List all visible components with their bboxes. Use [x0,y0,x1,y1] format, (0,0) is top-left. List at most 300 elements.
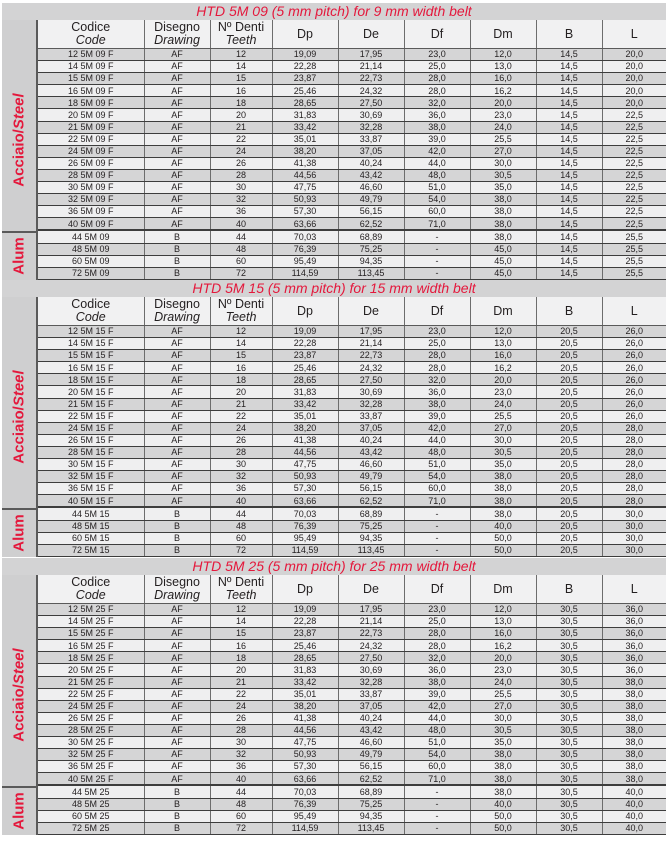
cell-l: 36,0 [602,628,666,640]
cell-teeth: 36 [210,761,272,773]
cell-teeth: 16 [210,640,272,652]
cell-de: 113,45 [338,822,404,834]
cell-teeth: 40 [210,773,272,786]
col-header-code: Codice Code [38,20,144,49]
cell-code: 72 5M 09 [38,267,144,279]
cell-teeth: 32 [210,194,272,206]
cell-dm: 23,0 [470,109,536,121]
cell-l: 26,0 [602,338,666,350]
cell-teeth: 22 [210,688,272,700]
cell-dm: 38,0 [470,206,536,218]
cell-df: 54,0 [404,749,470,761]
cell-drawing: AF [144,483,210,495]
cell-code: 40 5M 25 F [38,773,144,786]
steel-table-row [38,49,666,61]
cell-df: 44,0 [404,712,470,724]
cell-l: 26,0 [602,362,666,374]
cell-drawing: AF [144,724,210,736]
alum-table-row [38,810,666,822]
cell-df: - [404,810,470,822]
cell-l: 25,5 [602,243,666,255]
cell-dm: 35,0 [470,459,536,471]
cell-b: 20,5 [536,471,602,483]
cell-teeth: 32 [210,749,272,761]
cell-dp: 63,66 [272,495,338,508]
cell-b: 14,5 [536,109,602,121]
cell-df: - [404,255,470,267]
cell-drawing: B [144,267,210,279]
cell-dp: 114,59 [272,544,338,556]
cell-code: 20 5M 15 F [38,386,144,398]
cell-l: 20,0 [602,61,666,73]
cell-teeth: 60 [210,810,272,822]
cell-de: 62,52 [338,495,404,508]
cell-dm: 50,0 [470,810,536,822]
cell-teeth: 18 [210,374,272,386]
cell-teeth: 22 [210,133,272,145]
cell-teeth: 44 [210,785,272,798]
cell-dm: 16,2 [470,85,536,97]
cell-b: 30,5 [536,737,602,749]
cell-dm: 45,0 [470,255,536,267]
table-grid [2,297,666,557]
cell-df: - [404,798,470,810]
col-header-dp: Dp [272,20,338,49]
cell-teeth: 18 [210,97,272,109]
cell-dp: 22,28 [272,338,338,350]
cell-df: 32,0 [404,374,470,386]
cell-drawing: AF [144,422,210,434]
steel-table-row [38,398,666,410]
cell-de: 49,79 [338,194,404,206]
cell-de: 113,45 [338,267,404,279]
cell-de: 68,89 [338,785,404,798]
cell-teeth: 48 [210,798,272,810]
cell-code: 32 5M 25 F [38,749,144,761]
cell-teeth: 28 [210,724,272,736]
cell-df: 44,0 [404,157,470,169]
cell-df: 71,0 [404,495,470,508]
cell-code: 72 5M 15 [38,544,144,556]
cell-dp: 31,83 [272,109,338,121]
cell-dm: 30,0 [470,712,536,724]
cell-code: 12 5M 25 F [38,604,144,616]
side-header-spacer [2,20,36,49]
cell-df: 44,0 [404,434,470,446]
cell-l: 26,0 [602,398,666,410]
cell-teeth: 28 [210,169,272,181]
cell-code: 16 5M 09 F [38,85,144,97]
cell-drawing: AF [144,61,210,73]
cell-dp: 44,56 [272,446,338,458]
cell-df: 28,0 [404,628,470,640]
alum-table-row [38,532,666,544]
cell-b: 14,5 [536,157,602,169]
cell-b: 14,5 [536,61,602,73]
cell-de: 33,87 [338,133,404,145]
cell-df: 48,0 [404,724,470,736]
cell-code: 60 5M 25 [38,810,144,822]
cell-dp: 76,39 [272,798,338,810]
steel-table-row [38,616,666,628]
cell-l: 28,0 [602,446,666,458]
cell-code: 20 5M 25 F [38,664,144,676]
cell-code: 15 5M 25 F [38,628,144,640]
alum-side-label-cell [2,786,36,835]
cell-l: 28,0 [602,471,666,483]
steel-label-english: Steel [10,647,28,684]
steel-table-row [38,640,666,652]
steel-table-row [38,495,666,508]
cell-drawing: AF [144,182,210,194]
cell-l: 25,5 [602,255,666,267]
steel-table-row [38,700,666,712]
col-header-drawing: Disegno Drawing [144,297,210,326]
alum-side-label-cell [2,231,36,280]
cell-l: 22,5 [602,169,666,181]
cell-dm: 25,5 [470,410,536,422]
cell-drawing: B [144,785,210,798]
steel-table-row [38,688,666,700]
cell-dm: 23,0 [470,664,536,676]
cell-df: - [404,785,470,798]
cell-de: 43,42 [338,169,404,181]
header-row [38,297,666,326]
pulley-table-block-1 [2,3,666,280]
cell-drawing: AF [144,206,210,218]
cell-teeth: 15 [210,350,272,362]
pulley-table [38,20,666,280]
cell-dp: 44,56 [272,724,338,736]
cell-dp: 76,39 [272,243,338,255]
cell-b: 20,5 [536,326,602,338]
cell-b: 20,5 [536,446,602,458]
cell-code: 14 5M 25 F [38,616,144,628]
cell-code: 28 5M 09 F [38,169,144,181]
cell-de: 27,50 [338,97,404,109]
cell-teeth: 40 [210,218,272,231]
alum-table-row [38,243,666,255]
cell-df: 42,0 [404,145,470,157]
cell-dp: 35,01 [272,688,338,700]
alum-side-label: Alum [10,237,28,276]
cell-dp: 47,75 [272,737,338,749]
cell-teeth: 26 [210,157,272,169]
cell-df: 32,0 [404,97,470,109]
cell-dm: 38,0 [470,471,536,483]
cell-drawing: AF [144,109,210,121]
cell-dp: 114,59 [272,267,338,279]
cell-b: 20,5 [536,398,602,410]
cell-l: 38,0 [602,773,666,786]
cell-dm: 13,0 [470,616,536,628]
cell-dm: 40,0 [470,798,536,810]
col-header-df: Df [404,297,470,326]
cell-df: 28,0 [404,362,470,374]
col-header-dm: Dm [470,297,536,326]
steel-side-label [11,93,28,186]
cell-teeth: 14 [210,338,272,350]
cell-dm: 16,0 [470,73,536,85]
cell-de: 21,14 [338,616,404,628]
cell-code: 16 5M 25 F [38,640,144,652]
cell-de: 49,79 [338,749,404,761]
cell-drawing: AF [144,652,210,664]
col-header-b: B [536,575,602,604]
cell-dm: 30,0 [470,157,536,169]
cell-teeth: 24 [210,700,272,712]
steel-table-row [38,737,666,749]
col-header-drawing: Disegno Drawing [144,575,210,604]
cell-code: 48 5M 15 [38,520,144,532]
alum-table-row [38,507,666,520]
cell-b: 20,5 [536,374,602,386]
cell-code: 18 5M 15 F [38,374,144,386]
cell-dp: 63,66 [272,218,338,231]
col-header-df: Df [404,20,470,49]
cell-code: 21 5M 25 F [38,676,144,688]
cell-dm: 16,2 [470,362,536,374]
cell-l: 38,0 [602,749,666,761]
cell-df: 36,0 [404,109,470,121]
cell-df: 36,0 [404,386,470,398]
cell-df: - [404,267,470,279]
cell-de: 24,32 [338,362,404,374]
cell-drawing: AF [144,97,210,109]
cell-l: 20,0 [602,49,666,61]
cell-df: 42,0 [404,422,470,434]
cell-code: 44 5M 15 [38,507,144,520]
cell-de: 37,05 [338,422,404,434]
cell-dm: 38,0 [470,773,536,786]
cell-teeth: 32 [210,471,272,483]
cell-l: 20,0 [602,85,666,97]
cell-drawing: AF [144,712,210,724]
cell-l: 30,0 [602,520,666,532]
cell-dp: 28,65 [272,652,338,664]
cell-dp: 25,46 [272,362,338,374]
cell-dp: 70,03 [272,785,338,798]
steel-table-row [38,374,666,386]
cell-de: 56,15 [338,483,404,495]
cell-code: 40 5M 09 F [38,218,144,231]
cell-drawing: AF [144,459,210,471]
col-header-teeth: Nº Denti Teeth [210,575,272,604]
alum-side-label: Alum [10,792,28,831]
cell-de: 62,52 [338,773,404,786]
cell-teeth: 28 [210,446,272,458]
steel-side-label-cell [2,604,36,786]
cell-code: 30 5M 25 F [38,737,144,749]
cell-dm: 30,5 [470,724,536,736]
cell-dm: 45,0 [470,243,536,255]
steel-table-row [38,350,666,362]
alum-table-row [38,230,666,243]
cell-df: - [404,230,470,243]
cell-dm: 20,0 [470,97,536,109]
cell-b: 20,5 [536,350,602,362]
steel-table-row [38,169,666,181]
cell-code: 30 5M 15 F [38,459,144,471]
steel-table-row [38,628,666,640]
cell-drawing: AF [144,398,210,410]
cell-l: 26,0 [602,350,666,362]
cell-df: 48,0 [404,446,470,458]
cell-b: 30,5 [536,798,602,810]
cell-de: 94,35 [338,810,404,822]
cell-l: 38,0 [602,761,666,773]
col-header-l: L [602,297,666,326]
cell-dm: 38,0 [470,230,536,243]
cell-drawing: AF [144,434,210,446]
cell-l: 20,0 [602,73,666,85]
cell-de: 56,15 [338,206,404,218]
cell-drawing: AF [144,157,210,169]
cell-dm: 50,0 [470,544,536,556]
cell-dp: 19,09 [272,604,338,616]
cell-code: 48 5M 25 [38,798,144,810]
cell-teeth: 40 [210,495,272,508]
cell-dp: 28,65 [272,374,338,386]
cell-dm: 13,0 [470,61,536,73]
steel-table-row [38,712,666,724]
steel-table-row [38,182,666,194]
steel-label-english: Steel [10,92,28,129]
cell-dp: 114,59 [272,822,338,834]
steel-side-label-cell [2,326,36,508]
cell-b: 20,5 [536,532,602,544]
cell-code: 15 5M 15 F [38,350,144,362]
cell-teeth: 12 [210,49,272,61]
steel-side-label-cell [2,49,36,231]
cell-df: 60,0 [404,761,470,773]
cell-b: 30,5 [536,628,602,640]
cell-dm: 13,0 [470,338,536,350]
cell-code: 72 5M 25 [38,822,144,834]
cell-dp: 47,75 [272,459,338,471]
alum-table-row [38,267,666,279]
cell-teeth: 72 [210,822,272,834]
cell-teeth: 30 [210,459,272,471]
cell-b: 30,5 [536,664,602,676]
cell-de: 94,35 [338,255,404,267]
cell-dm: 24,0 [470,676,536,688]
cell-drawing: AF [144,133,210,145]
steel-label-english: Steel [10,369,28,406]
cell-l: 36,0 [602,640,666,652]
cell-dm: 50,0 [470,822,536,834]
cell-dm: 12,0 [470,49,536,61]
cell-drawing: B [144,810,210,822]
cell-drawing: B [144,798,210,810]
cell-df: 51,0 [404,459,470,471]
cell-de: 40,24 [338,434,404,446]
cell-dp: 28,65 [272,97,338,109]
cell-drawing: AF [144,194,210,206]
cell-code: 36 5M 25 F [38,761,144,773]
alum-table-row [38,544,666,556]
cell-df: 25,0 [404,338,470,350]
cell-dm: 20,0 [470,652,536,664]
cell-drawing: AF [144,471,210,483]
cell-de: 24,32 [338,640,404,652]
cell-l: 28,0 [602,459,666,471]
cell-l: 22,5 [602,194,666,206]
cell-b: 20,5 [536,422,602,434]
cell-dm: 38,0 [470,749,536,761]
cell-l: 40,0 [602,822,666,834]
cell-dp: 23,87 [272,350,338,362]
cell-de: 22,73 [338,73,404,85]
pulley-table [38,297,666,557]
cell-b: 20,5 [536,544,602,556]
cell-teeth: 21 [210,676,272,688]
cell-b: 14,5 [536,255,602,267]
steel-table-row [38,652,666,664]
cell-de: 32,28 [338,121,404,133]
cell-dm: 27,0 [470,145,536,157]
cell-df: - [404,243,470,255]
cell-code: 16 5M 15 F [38,362,144,374]
cell-code: 40 5M 15 F [38,495,144,508]
col-header-code: Codice Code [38,575,144,604]
cell-de: 56,15 [338,761,404,773]
cell-df: 28,0 [404,73,470,85]
alum-side-label-cell [2,508,36,557]
cell-code: 21 5M 09 F [38,121,144,133]
cell-teeth: 24 [210,422,272,434]
col-header-dp: Dp [272,297,338,326]
cell-df: 32,0 [404,652,470,664]
cell-dp: 19,09 [272,49,338,61]
cell-drawing: AF [144,616,210,628]
cell-df: - [404,532,470,544]
cell-code: 26 5M 09 F [38,157,144,169]
steel-table-row [38,724,666,736]
cell-dp: 50,93 [272,194,338,206]
cell-df: 38,0 [404,121,470,133]
cell-df: 28,0 [404,350,470,362]
steel-table-row [38,749,666,761]
cell-dp: 19,09 [272,326,338,338]
cell-l: 22,5 [602,206,666,218]
cell-b: 30,5 [536,676,602,688]
steel-table-row [38,604,666,616]
cell-code: 15 5M 09 F [38,73,144,85]
cell-b: 30,5 [536,700,602,712]
cell-b: 14,5 [536,182,602,194]
cell-dm: 12,0 [470,604,536,616]
steel-table-row [38,206,666,218]
pulley-table-block-2 [2,280,666,557]
cell-l: 26,0 [602,410,666,422]
col-header-teeth: Nº Denti Teeth [210,297,272,326]
cell-b: 30,5 [536,688,602,700]
cell-df: - [404,520,470,532]
col-header-b: B [536,20,602,49]
cell-df: 39,0 [404,133,470,145]
cell-teeth: 21 [210,121,272,133]
cell-drawing: AF [144,326,210,338]
cell-dp: 38,20 [272,422,338,434]
cell-b: 14,5 [536,97,602,109]
steel-table-row [38,386,666,398]
cell-b: 14,5 [536,267,602,279]
col-header-de: De [338,575,404,604]
cell-de: 75,25 [338,520,404,532]
cell-b: 30,5 [536,616,602,628]
cell-teeth: 14 [210,61,272,73]
